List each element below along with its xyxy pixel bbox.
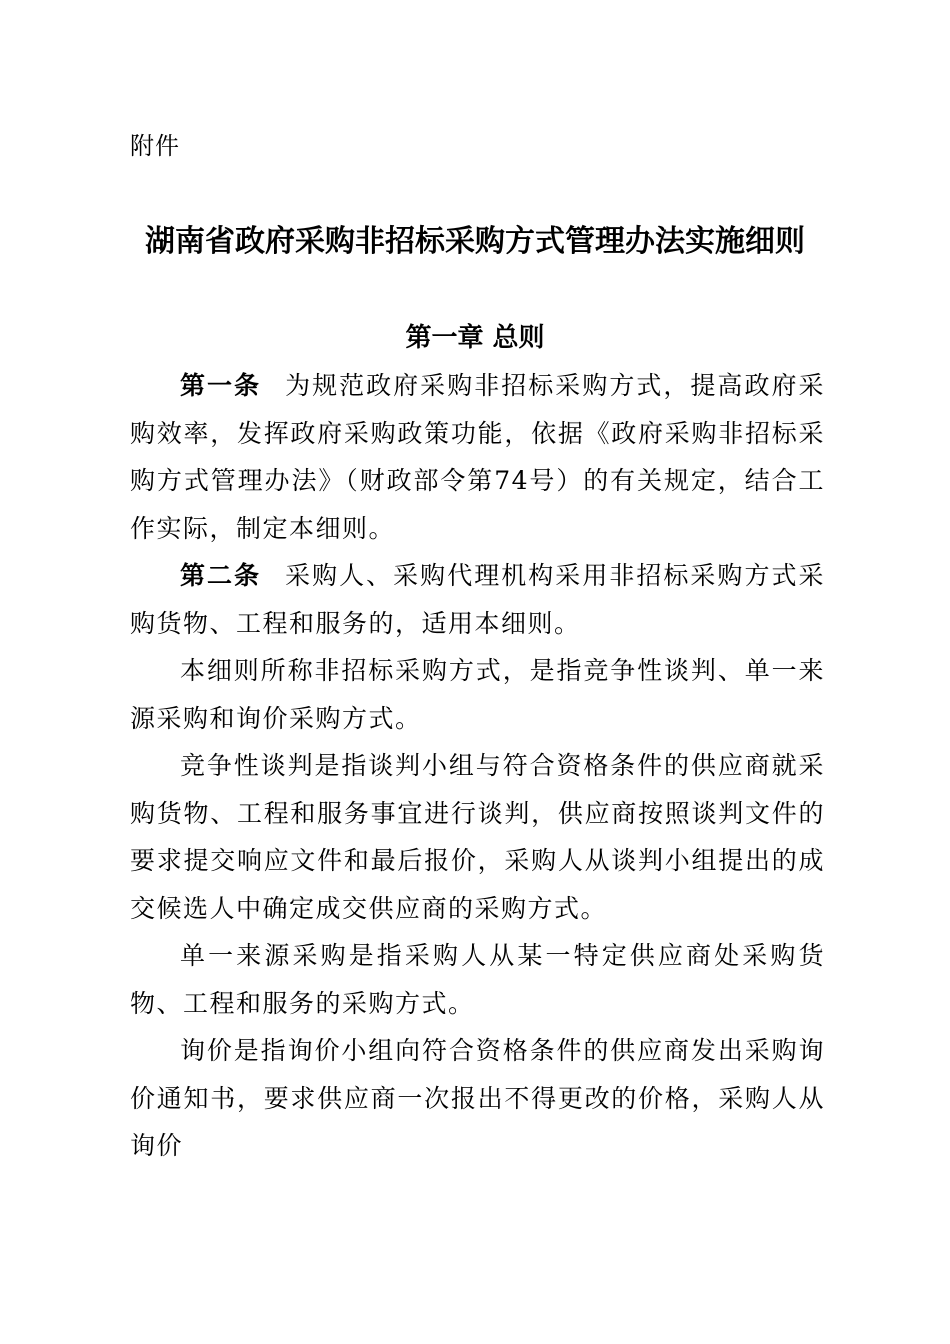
paragraph xyxy=(130,742,825,932)
paragraph-article-1 xyxy=(130,362,825,552)
paragraph xyxy=(130,647,825,742)
article-label: 第一条 xyxy=(180,371,262,400)
paragraph-text: 单一来源采购是指采购人从某一特定供应商处采购货物、工程和服务的采购方式。 xyxy=(130,941,825,1018)
paragraph-text: 竞争性谈判是指谈判小组与符合资格条件的供应商就采购货物、工程和服务事宜进行谈判，供应商按照谈判文件的要求提交响应文件和最后报价，采购人从谈判小组提出的成交候选人中确定成交供应商的采购方式。 xyxy=(130,751,825,923)
paragraph xyxy=(130,932,825,1027)
paragraph-text: 为规范政府采购非招标采购方式，提高政府采购效率，发挥政府采购政策功能，依据《政府采购非招标采购方式管理办法》（财政部令第74号）的有关规定，结合工作实际，制定本细则。 xyxy=(130,371,825,543)
paragraph-text: 采购人、采购代理机构采用非招标采购方式采购货物、工程和服务的，适用本细则。 xyxy=(130,561,825,638)
paragraph-text: 询价是指询价小组向符合资格条件的供应商发出采购询价通知书，要求供应商一次报出不得更改的价格，采购人从询价 xyxy=(130,1036,825,1160)
document-body xyxy=(130,362,825,1170)
paragraph xyxy=(130,1027,825,1170)
chapter-heading: 第一章 总则 xyxy=(405,323,545,353)
paragraph-text: 本细则所称非招标采购方式，是指竞争性谈判、单一来源采购和询价采购方式。 xyxy=(130,656,825,733)
article-label: 第二条 xyxy=(180,561,262,590)
paragraph-article-2 xyxy=(130,552,825,647)
attachment-label: 附件 xyxy=(130,132,180,160)
document-title: 湖南省政府采购非招标采购方式管理办法实施细则 xyxy=(145,224,805,259)
